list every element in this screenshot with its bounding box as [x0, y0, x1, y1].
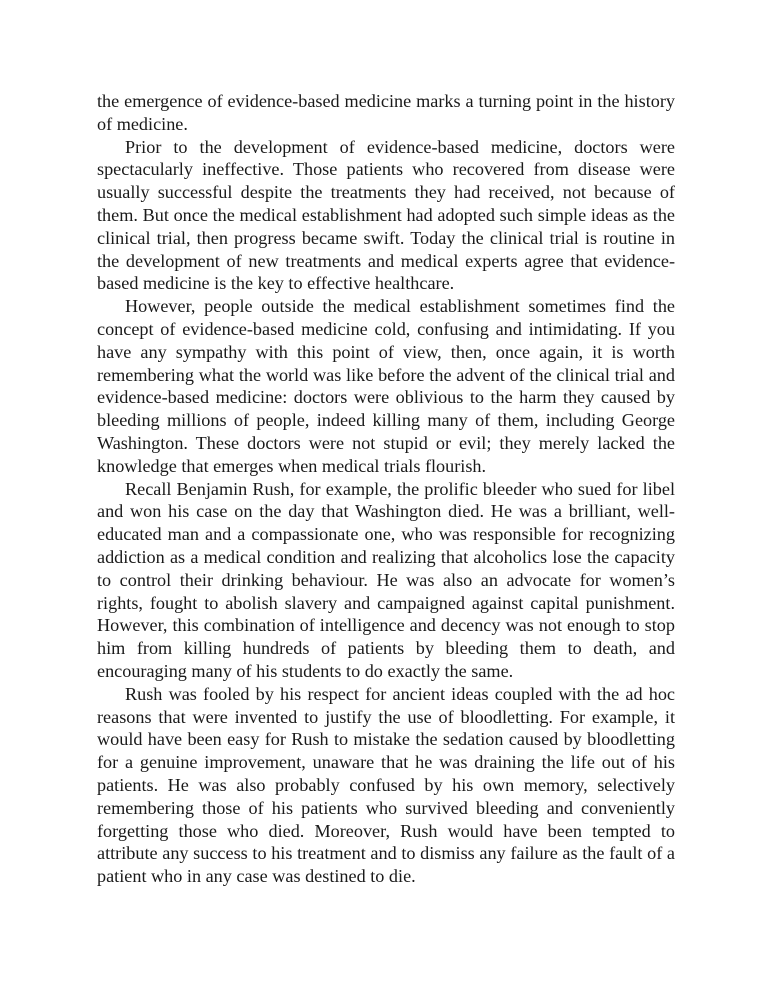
paragraph-5: Rush was fooled by his respect for ancient ideas coupled with the ad hoc reasons that were invented to justify the use of bloodletting. For example, it would have been easy for Rush to mistake the sedation caused by bloodletting for a genuine improvement, unaware that he was draining the life out of his patients. He was also probably confused by his own memory, selectively remembering those of his patients who survived bleeding and conveniently forgetting those who died. Moreover, Rush would have been tempted to attribute any success to his treatment and to dismiss any failure as the fault of a patient who in any case was destined to die. — [97, 683, 675, 887]
paragraph-2: Prior to the development of evidence-based medicine, doctors were spectacularly ineffective. Those patients who recovered from disease were usually successful despite the treatments they had received, not because of them. But once the medical establishment had adopted such simple ideas as the clinical trial, then progress became swift. Today the clinical trial is routine in the development of new treatments and medical experts agree that evidence-based medicine is the key to effective healthcare. — [97, 136, 675, 294]
paragraph-1: the emergence of evidence-based medicine marks a turning point in the history of medicine. — [97, 91, 675, 134]
paragraph-4: Recall Benjamin Rush, for example, the prolific bleeder who sued for libel and won his case on the day that Washington died. He was a brilliant, well-educated man and a compassionate one, who was responsible for recognizing addiction as a medical condition and realizing that alcoholics lose the capacity to control their drinking behaviour. He was also an advocate for women’s rights, fought to abolish slavery and campaigned against capital punishment. However, this combination of intelligence and decency was not enough to stop him from killing hundreds of patients by bleeding them to death, and encouraging many of his students to do exactly the same. — [97, 478, 675, 681]
paragraph-3: However, people outside the medical establishment sometimes find the concept of evidence-based medicine cold, confusing and intimidating. If you have any sympathy with this point of view, then, once again, it is worth remembering what the world was like before the advent of the clinical trial and evidence-based medicine: doctors were oblivious to the harm they caused by bleeding millions of people, indeed killing many of them, including George Washington. These doctors were not stupid or evil; they merely lacked the knowledge that emerges when medical trials flourish. — [97, 296, 675, 476]
document-page — [97, 90, 675, 888]
